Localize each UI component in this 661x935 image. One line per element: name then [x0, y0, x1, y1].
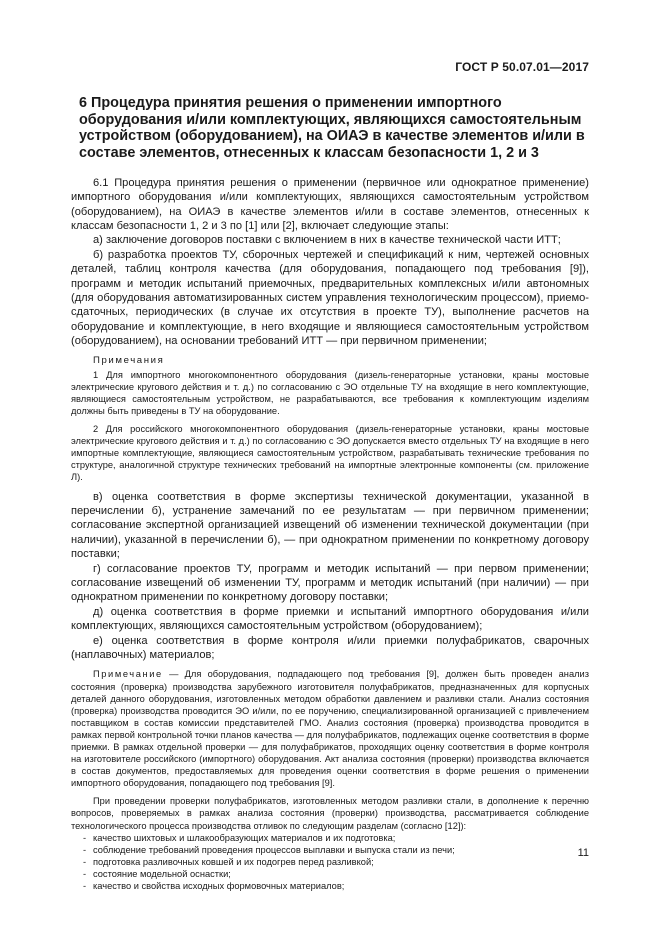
list-item-g: г) согласование проектов ТУ, программ и методик испытаний — при первом применении; согласование извещений об изменении ТУ, программ и методик испытаний (при наличии) — при однократном применении по конкретному договору поставки;	[71, 562, 589, 604]
note-body: — Для оборудования, подпадающего под требования [9], должен быть проведен анализ состояния (проверка) производства зарубежного изготовителя полуфабрикатов, предназначенных для корпусных деталей данного оборудования, изготовленных методом обработки давлением и разливки стали. Анализ состояния (проверка) производства проводится ЭО и/или, по ее поручению, специализированной организацией с привлечением поставщиком в состав комиссии представителей ГМО. Анализ состояния (проверка) производства проводится в рамках первой контрольной точки планов качества — для полуфабрикатов, подлежащих оценке соответствия в форме приемки. В рамках отдельной проверки — для полуфабрикатов, проходящих оценку соответствия в форме контроля на изготовителе российского (импортного) оборудования. Акт анализа состояния (проверки) производства включается в состав документов, предоставляемых для проведения оценки соответствия в форме решения о применении импортного оборудования, попадающего под требования [9].	[71, 669, 590, 789]
list-item: - качество шихтовых и шлакообразующих материалов и их подготовка;	[83, 832, 589, 844]
page-content	[71, 95, 589, 893]
list-item-v: в) оценка соответствия в форме экспертизы технической документации, указанной в перечислении б), устранение замечаний по ее результатам — при первичном применении; согласование экспертной организацией извещений об изменении технической документации (при наличии), указанной в перечислении б), — при однократном применении по конкретному договору поставки;	[71, 490, 589, 561]
page-number: 11	[577, 847, 589, 859]
list-item-e: е) оценка соответствия в форме контроля и/или приемки полуфабрикатов, сварочных (наплавочных) материалов;	[71, 634, 589, 661]
list-item-d: д) оценка соответствия в форме приемки и испытаний импортного оборудования и/или комплектующих, являющихся самостоятельным устройством (оборудованием);	[71, 605, 589, 633]
standard-designation: ГОСТ Р 50.07.01—2017	[455, 60, 589, 74]
note-label: Примечание	[93, 669, 163, 680]
note-paragraph	[71, 668, 589, 789]
list-item-b: б) разработка проектов ТУ, сборочных чертежей и спецификаций к ним, чертежей основных деталей, таблиц контроля качества (для оборудования, попадающего под требования [9]), программ и методик испытаний приемочных, предварительных комплексных и/или автономных (для оборудования автоматизированных систем управления технологическим процессом), приемо-сдаточных, периодических (в случае их отсутствия в проекте ТУ), выполнение расчетов на оборудование и комплектующие, в него входящие и являющиеся самостоятельным устройством (оборудованием), на основании требований ИТТ — при первичном применении;	[71, 248, 589, 348]
inspection-list	[71, 832, 589, 893]
list-item-a: а) заключение договоров поставки с включением в них в качестве технической части ИТТ;	[93, 234, 561, 247]
section-title: 6 Процедура принятия решения о применении импортного оборудования и/или комплектующих, являющихся самостоятельным устройством (оборудованием), на ОИАЭ в качестве элементов и/или в составе элементов, отнесенных к классам безопасности 1, 2 и 3	[79, 95, 585, 162]
list-item: - соблюдение требований проведения процессов выплавки и выпуска стали из печи;	[83, 844, 589, 856]
note-2: 2 Для российского многокомпонентного оборудования (дизель-генераторные установки, краны мостовые электрические кругового действия и т. д.) по согласованию с ЭО допускается вместо отдельных ТУ на входящие в него импортные комплектующие, являющиеся самостоятельным устройством, разрабатывать технические требования по структуре, аналогичной структуре технических требований на импортные электронные компоненты (см. приложение Л).	[71, 424, 589, 483]
list-item: - состояние модельной оснастки;	[83, 868, 589, 880]
note-continuation: При проведении проверки полуфабрикатов, изготовленных методом разливки стали, в дополнение к перечню вопросов, проверяемых в рамках анализа состояния (проверки) производства, рассматривается соблюдение технологического процесса производства отливок по следующим разделам (согласно [12]):	[71, 796, 589, 831]
note-1: 1 Для импортного многокомпонентного оборудования (дизель-генераторные установки, краны мостовые электрические кругового действия и т. д.) по согласованию с ЭО отдельные ТУ на входящие в него комплектующие, являющиеся самостоятельным устройством, не разрабатываются, все требования к комплектующим изделиям должны быть приведены в ТУ на оборудование.	[71, 369, 589, 416]
paragraph-6-1: 6.1 Процедура принятия решения о применении (первичное или однократное применение) импортного оборудования и/или комплектующих, являющихся самостоятельным устройством (оборудованием), на ОИАЭ в качестве элементов и/или в составе элементов, отнесенных к классам безопасности 1, 2 и 3 по [1] или [2], включает следующие этапы:	[71, 176, 589, 233]
notes-title: Примечания	[93, 354, 165, 366]
list-item: - качество и свойства исходных формовочных материалов;	[83, 880, 589, 892]
list-item: - подготовка разливочных ковшей и их подогрев перед разливкой;	[83, 856, 589, 868]
